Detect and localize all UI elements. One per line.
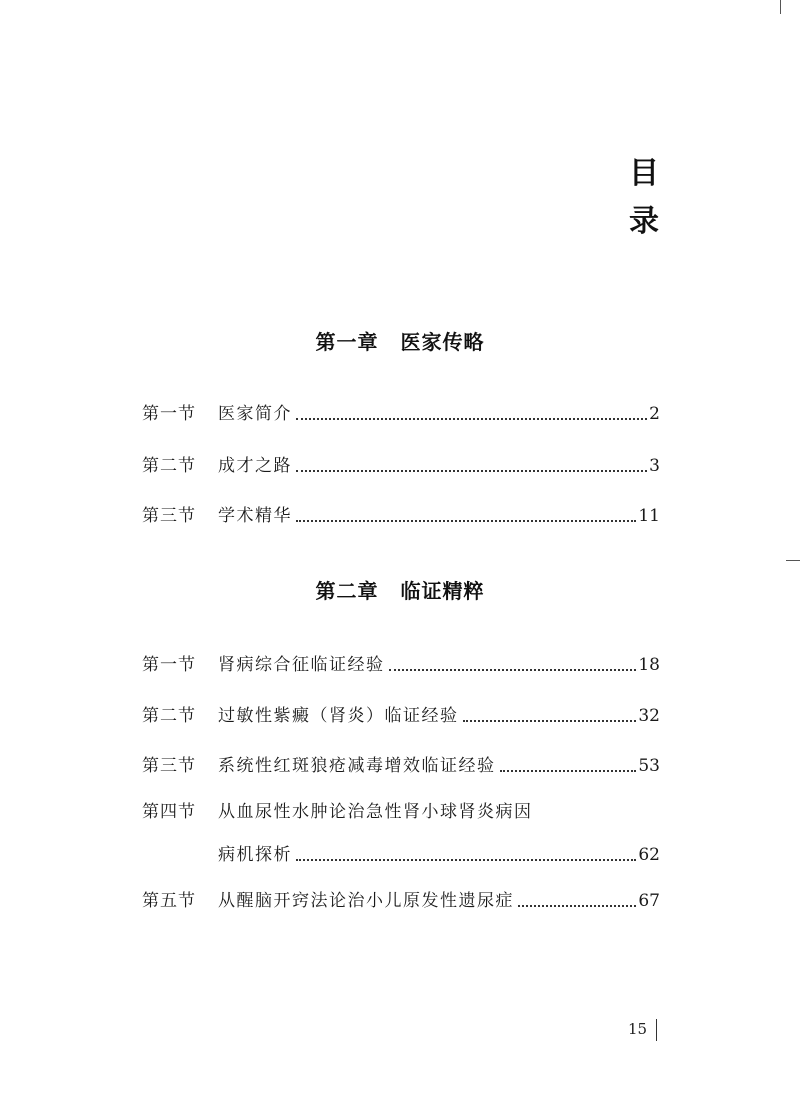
section-title: 过敏性紫癜（肾炎）临证经验 xyxy=(218,706,459,726)
dot-leader xyxy=(500,770,637,772)
dot-leader xyxy=(296,859,636,861)
toc-entry[interactable] xyxy=(142,798,660,826)
toc-entry[interactable] xyxy=(142,752,660,780)
chapter-heading-1 xyxy=(0,326,800,355)
chapter-heading-2 xyxy=(0,575,800,604)
crop-mark-right-middle xyxy=(786,560,800,561)
section-title: 肾病综合征临证经验 xyxy=(218,655,385,675)
section-number: 第一节 xyxy=(142,655,196,675)
page-title-char-2: 录 xyxy=(629,204,659,239)
section-title: 系统性红斑狼疮减毒增效临证经验 xyxy=(218,756,496,776)
section-number: 第二节 xyxy=(142,706,196,726)
section-title: 学术精华 xyxy=(218,506,292,526)
section-number: 第四节 xyxy=(142,802,196,822)
chapter-name: 临证精粹 xyxy=(400,579,485,603)
section-number: 第五节 xyxy=(142,891,196,911)
page-number: 3 xyxy=(649,456,660,476)
toc-entry-continuation[interactable] xyxy=(142,841,660,869)
page-number: 11 xyxy=(638,506,660,526)
dot-leader xyxy=(296,520,636,522)
toc-entry[interactable] xyxy=(142,651,660,679)
section-title: 成才之路 xyxy=(218,456,292,476)
section-number: 第三节 xyxy=(142,506,196,526)
section-number: 第二节 xyxy=(142,456,196,476)
dot-leader xyxy=(518,905,636,907)
chapter-name: 医家传略 xyxy=(400,330,485,354)
page-folio: 15 xyxy=(628,1020,648,1038)
section-title: 从醒脑开窍法论治小儿原发性遗尿症 xyxy=(218,891,514,911)
toc-entry[interactable] xyxy=(142,400,660,428)
toc-entry[interactable] xyxy=(142,702,660,730)
toc-entry[interactable] xyxy=(142,502,660,530)
crop-mark-top-right xyxy=(780,0,781,14)
folio-divider xyxy=(656,1019,657,1041)
chapter-number: 第二章 xyxy=(315,579,379,603)
page-number: 62 xyxy=(638,845,660,865)
dot-leader xyxy=(463,720,637,722)
section-title: 医家简介 xyxy=(218,404,292,424)
page-number: 32 xyxy=(638,706,660,726)
page-number: 18 xyxy=(638,655,660,675)
dot-leader xyxy=(296,470,647,472)
section-number: 第一节 xyxy=(142,404,196,424)
dot-leader xyxy=(389,669,637,671)
page-number: 2 xyxy=(649,404,660,424)
section-title: 从血尿性水肿论治急性肾小球肾炎病因 xyxy=(218,802,533,822)
page-title xyxy=(620,150,668,246)
dot-leader xyxy=(296,418,647,420)
toc-entry[interactable] xyxy=(142,452,660,480)
page-number: 53 xyxy=(638,756,660,776)
page-title-char-1: 目 xyxy=(629,156,659,191)
section-title-continued: 病机探析 xyxy=(218,845,292,865)
page-number: 67 xyxy=(638,891,660,911)
chapter-number: 第一章 xyxy=(315,330,379,354)
section-number: 第三节 xyxy=(142,756,196,776)
toc-entry[interactable] xyxy=(142,887,660,915)
